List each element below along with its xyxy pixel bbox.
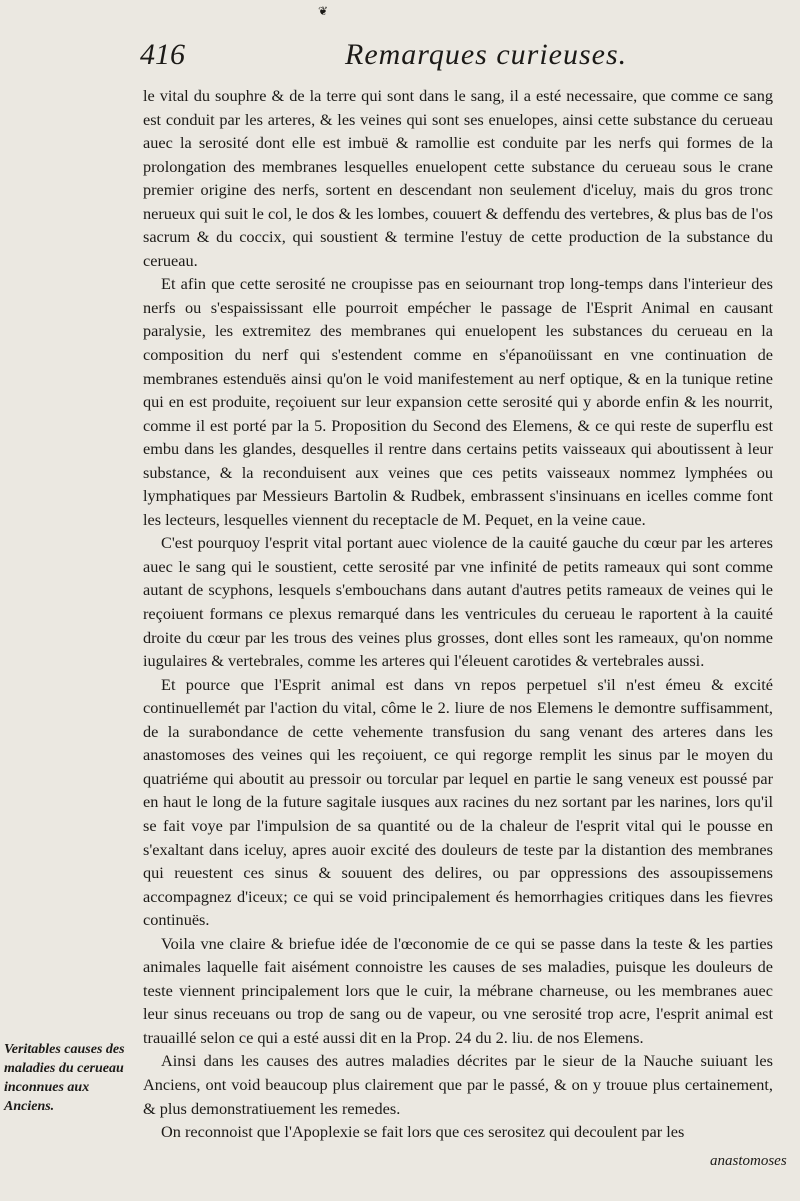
paragraph-1: le vital du souphre & de la terre qui sont dans le sang, il a esté necessaire, que comme ce sang est conduit par les arteres, & les veines qui sont ses enuelopes, ainsi cette substance du cerueau auec la serosité dont elle est imbuë & ramollie est conduite par les nerfs qui formes de la prolongation des membranes lesquelles enuelopent cette substance du cerueau sous le crane premier origine des nerfs, sortent en descendant non seulement d'iceluy, mais du gros tronc nerueux qui suit le col, le dos & les lombes, couuert & deffendu des vertebres, & plus bas de l'os sacrum & du coccix, qui soustient & termine l'estuy de cette production de la substance du cerueau. [143,86,773,270]
running-title: Remarques curieuses. [345,38,628,71]
paragraph-2: Et afin que cette serosité ne croupisse pas en seiournant trop long-temps dans l'interieur des nerfs ou s'espaississant elle pourroit empécher le passage de l'Esprit Animal en causant paralysie, les extremitez des membranes qui enuelopent les substances du cerueau en la composition du nerf qui s'estendent comme en s'épanoüissant en vne continuation de membranes estenduës ainsi qu'on le void manifestement au nerf optique, & en la tunique retine qui en est produite, reçoiuent sur leur expansion cette serosité qui y aborde enfin & les nourrit, comme il est porté par la 5. Proposition du Second des Elemens, & ce qui reste de superflu est embu dans les glandes, desquelles il rentre dans certains petits vaisseaux qui aboutissent à leur substance, & la reconduisent aux veines que ces petits vaisseaux nommez lymphées ou lymphatiques par Messieurs Bartolin & Rudbek, embrassent s'insinuans en icelles comme font les lecteurs, lesquelles viennent du receptacle de M. Pequet, en la veine caue. [143,274,773,529]
paragraph-7: On reconnoist que l'Apoplexie se fait lors que ces serositez qui decoulent par les [161,1122,685,1142]
printer-ornament: ❦ [318,4,329,18]
page-number: 416 [140,38,185,71]
paragraph-3: C'est pourquoy l'esprit vital portant auec violence de la cauité gauche du cœur par les arteres auec le sang qui le soustient, cette serosité par vne infinité de petits rameaux qui sont comme autant de scyphons, lesquels s'embouchans dans autant d'autres petits rameaux de veines qui le reçoiuent formans ce plexus remarqué dans les ventricules du cerueau le raportent à la cauité droite du cœur par les trous des veines plus grosses, dont elles sont les rameaux, qu'on nomme iugulaires & vertebrales, comme les arteres qui l'éleuent carotides & vertebrales aussi. [143,533,773,671]
paragraph-6: Ainsi dans les causes des autres maladies décrites par le sieur de la Nauche suiuant les Anciens, ont void beaucoup plus clairement que par le passé, & on y trouue plus certainement, & plus demonstratiuement les remedes. [143,1051,773,1118]
paragraph-4: Et pource que l'Esprit animal est dans vn repos perpetuel s'il n'est émeu & excité continuellemét par l'action du vital, côme le 2. liure de nos Elemens le demontre suffisamment, de la surabondance de cette vehemente transfusion du sang venant des arteres dans les anastomoses des veines qui les reçoiuent, ce qui regorge remplit les sinus par le moyen du quatriéme qui aboutit au pressoir ou torcular par lequel en partie le sang veneux est poussé par en haut le long de la future sagitale iusques aux racines du nez sortant par les narines, lors qu'il se fait voye par l'impulsion de sa quantité ou de la chaleur de l'esprit vital qui le pousse en s'exaltant dans iceluy, apres auoir excité des douleurs de teste par la distantion des membranes qui reuestent ces sinus & souuent des delires, ou par oppressions des assoupissemens accompagnez d'iceux; ce qui se void principalement és hemorrhagies critiques dans les fievres continuës. [143,674,773,930]
catchword: anastomoses [710,1153,787,1169]
page-header [140,38,790,78]
paragraph-5: Voila vne claire & briefue idée de l'œconomie de ce qui se passe dans la teste & les parties animales laquelle fait aisément connoistre les causes de ses maladies, puisque les douleurs de teste viennent principalement lors que le cuir, la mébrane charneuse, ou les membranes auec leur sinus receuans ou trop de sang ou de vapeur, ou vne serosité trop acre, l'esprit animal est trauaillé selon ce qui a esté aussi dit en la Prop. 24 du 2. liu. de nos Elemens. [143,933,773,1047]
margin-note: Veritables causes des maladies du cerueau inconnues aux Anciens. [4,1042,125,1114]
body-text [143,84,773,1144]
